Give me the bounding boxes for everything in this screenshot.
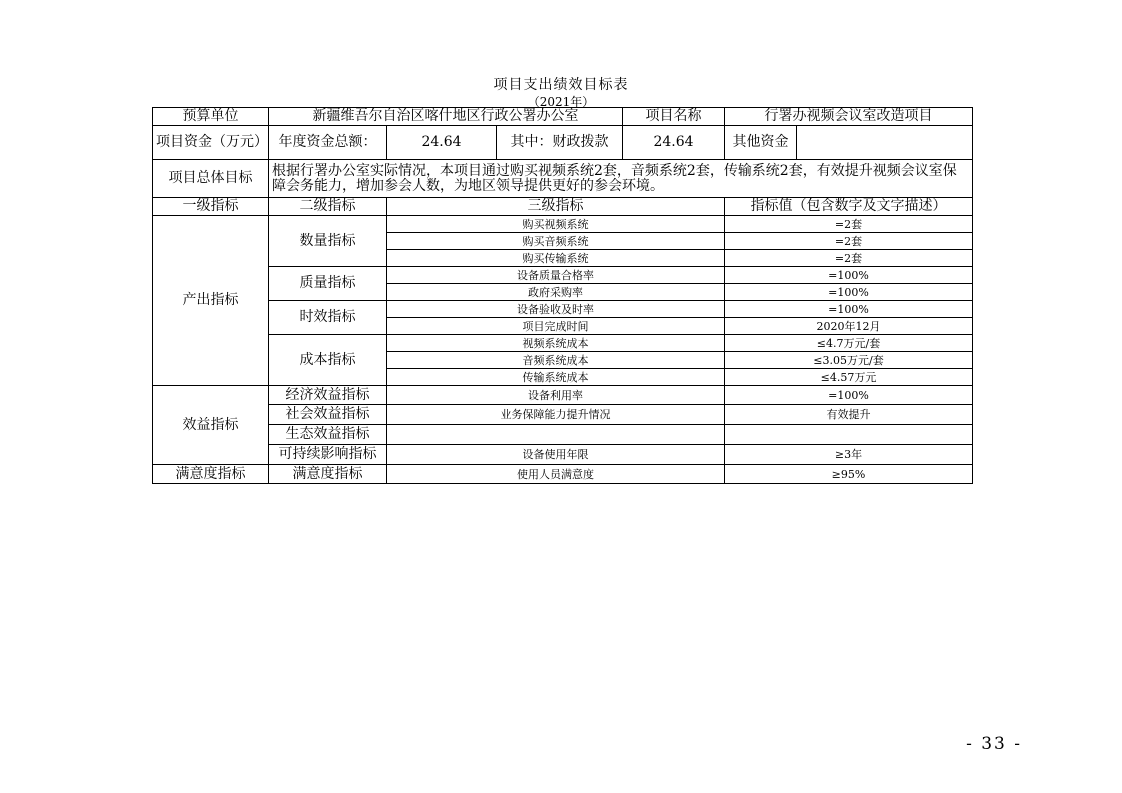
section-output: 产出指标 [153, 216, 269, 386]
annual-total-value: 24.64 [387, 126, 497, 160]
indicator-value: ≥95% [725, 465, 973, 484]
indicator-value: ≤3.05万元/套 [725, 352, 973, 369]
group-social: 社会效益指标 [269, 405, 387, 425]
indicator-value: =2套 [725, 216, 973, 233]
indicator-value: =100% [725, 301, 973, 318]
indicator-name: 设备使用年限 [387, 445, 725, 465]
funds-row [153, 126, 973, 160]
indicator-value: ≤4.57万元 [725, 369, 973, 386]
group-quality: 质量指标 [269, 267, 387, 301]
indicator-name: 购买传输系统 [387, 250, 725, 267]
annual-total-label: 年度资金总额： [269, 126, 387, 160]
indicator-value: 2020年12月 [725, 318, 973, 335]
page-title: 项目支出绩效目标表 [493, 77, 629, 93]
indicator-name: 设备验收及时率 [387, 301, 725, 318]
section-benefit: 效益指标 [153, 386, 269, 465]
indicator-name: 设备质量合格率 [387, 267, 725, 284]
indicator-value: 有效提升 [725, 405, 973, 425]
indicator-value: =100% [725, 386, 973, 405]
table-row [153, 445, 973, 465]
performance-target-table [152, 107, 973, 484]
table-row [153, 405, 973, 425]
indicator-name: 视频系统成本 [387, 335, 725, 352]
table-row [153, 301, 973, 318]
other-funds-value [797, 126, 973, 160]
indicator-value: =100% [725, 284, 973, 301]
indicator-value: ≥3年 [725, 445, 973, 465]
indicator-name: 设备利用率 [387, 386, 725, 405]
fiscal-funds-value: 24.64 [623, 126, 725, 160]
table-row [153, 386, 973, 405]
group-timeliness: 时效指标 [269, 301, 387, 335]
fiscal-funds-label: 其中：财政拨款 [497, 126, 623, 160]
indicator-value: =2套 [725, 233, 973, 250]
other-funds-label: 其他资金 [725, 126, 797, 160]
funds-label: 项目资金（万元） [153, 126, 269, 160]
indicator-value: ≤4.7万元/套 [725, 335, 973, 352]
indicator-name: 政府采购率 [387, 284, 725, 301]
indicator-value: =100% [725, 267, 973, 284]
section-satisfaction: 满意度指标 [153, 465, 269, 484]
indicator-name: 购买视频系统 [387, 216, 725, 233]
indicator-value [725, 425, 973, 445]
column-level3: 三级指标 [387, 198, 725, 216]
indicator-name: 音频系统成本 [387, 352, 725, 369]
project-name-value: 行署办视频会议室改造项目 [725, 108, 973, 126]
column-level1: 一级指标 [153, 198, 269, 216]
table-row [153, 465, 973, 484]
overall-goal-label: 项目总体目标 [153, 160, 269, 198]
table-row [153, 335, 973, 352]
group-ecological: 生态效益指标 [269, 425, 387, 445]
table-row [153, 216, 973, 233]
column-header-row [153, 198, 973, 216]
indicator-name: 使用人员满意度 [387, 465, 725, 484]
budget-unit-label: 预算单位 [153, 108, 269, 126]
group-quantity: 数量指标 [269, 216, 387, 267]
table-row [153, 267, 973, 284]
indicator-name [387, 425, 725, 445]
indicator-name: 传输系统成本 [387, 369, 725, 386]
overall-goal-text: 根据行署办公室实际情况，本项目通过购买视频系统2套，音频系统2套，传输系统2套，有效提升视频会议室保障会务能力，增加参会人数，为地区领导提供更好的参会环境。 [269, 160, 973, 198]
header-row [153, 108, 973, 126]
indicator-name: 购买音频系统 [387, 233, 725, 250]
group-economic: 经济效益指标 [269, 386, 387, 405]
year-subtitle: （2021年） [527, 95, 595, 109]
page-number: - 33 - [966, 734, 1022, 754]
group-cost: 成本指标 [269, 335, 387, 386]
group-sustainable: 可持续影响指标 [269, 445, 387, 465]
group-satisfaction: 满意度指标 [269, 465, 387, 484]
column-level2: 二级指标 [269, 198, 387, 216]
indicator-value: =2套 [725, 250, 973, 267]
indicator-name: 项目完成时间 [387, 318, 725, 335]
overall-goal-row [153, 160, 973, 198]
indicator-name: 业务保障能力提升情况 [387, 405, 725, 425]
budget-unit-value: 新疆维吾尔自治区喀什地区行政公署办公室 [269, 108, 623, 126]
project-name-label: 项目名称 [623, 108, 725, 126]
table-row [153, 425, 973, 445]
column-value: 指标值（包含数字及文字描述） [725, 198, 973, 216]
